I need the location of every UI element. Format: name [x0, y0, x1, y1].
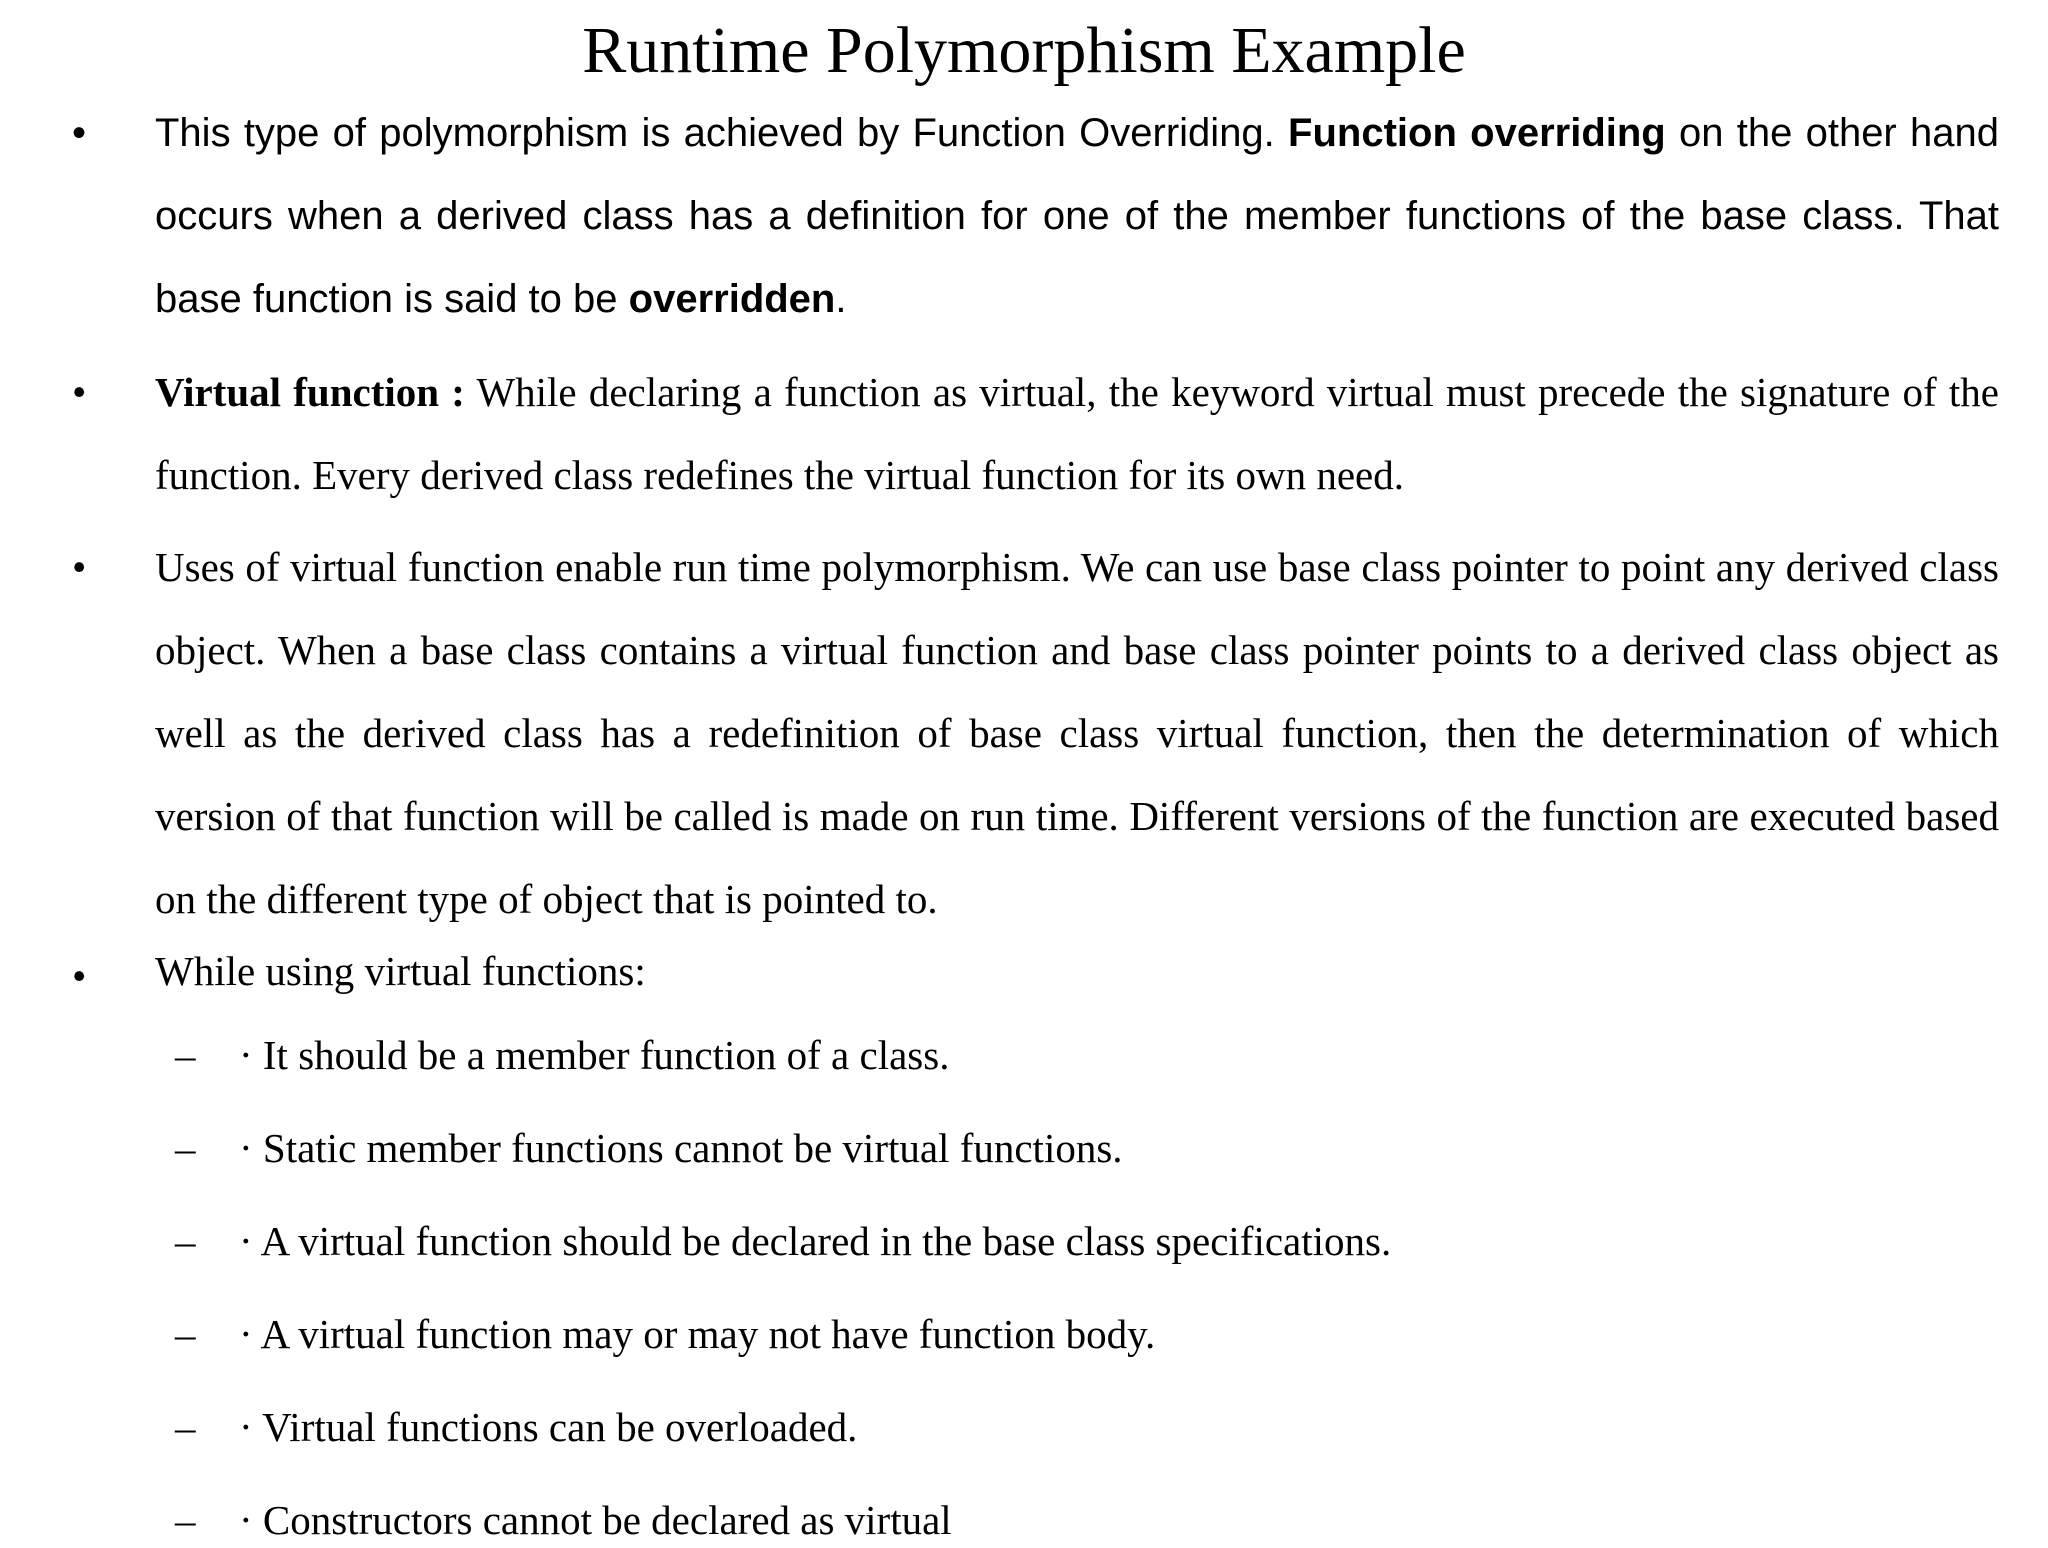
text-segment: on the other hand occurs when a derived class has a definition for one of the member functions of the base class. That base function is said to be: [155, 111, 1999, 321]
slide-title: Runtime Polymorphism Example: [582, 14, 1466, 87]
sub-item-text: · It should be a member function of a class.: [239, 1032, 950, 1078]
sub-item: [175, 1213, 1875, 1269]
bullet-text: [155, 92, 1999, 341]
bold-term-overridden: overridden: [628, 277, 836, 321]
text-segment: This type of polymorphism is achieved by Function Overriding.: [155, 111, 1289, 155]
bold-term-function-overriding: Function overriding: [1288, 111, 1666, 155]
bold-term-virtual-function: Virtual function :: [155, 369, 465, 415]
bullet-mark: •: [72, 953, 87, 999]
bullet-text: While using virtual functions:: [155, 948, 646, 994]
sub-dash: –: [175, 1404, 196, 1450]
sub-item: [175, 1399, 1875, 1455]
bullet-mark: •: [72, 111, 87, 155]
sub-dash: –: [175, 1218, 196, 1264]
sub-dash: –: [175, 1125, 196, 1171]
sub-item-text: · A virtual function should be declared in the base class specifications.: [239, 1218, 1392, 1264]
bullet-mark: •: [72, 544, 87, 590]
bullet-text: [155, 351, 1999, 517]
sub-item-text: · Static member functions cannot be virtual functions.: [239, 1125, 1123, 1171]
sub-item-text: · Virtual functions can be overloaded.: [239, 1404, 858, 1450]
sub-item-text: · Constructors cannot be declared as virtual: [239, 1497, 952, 1543]
sub-item: [175, 1120, 1875, 1176]
text-segment: .: [835, 277, 847, 321]
bullet-mark: •: [72, 369, 87, 415]
sub-item: [175, 1306, 1875, 1362]
sub-item: [175, 1492, 1875, 1548]
sub-dash: –: [175, 1311, 196, 1357]
sub-dash: –: [175, 1032, 196, 1078]
bullet-text: Uses of virtual function enable run time polymorphism. We can use base class pointer to point any derived class object. When a base class contains a virtual function and base class pointer points to a derived class object as well as the derived class has a redefinition of base class virtual function, then the determination of which version of that function will be called is made on run time. Different versions of the function are executed based on the different type of object that is pointed to.: [155, 544, 1999, 922]
sub-item: [175, 1027, 1875, 1083]
sub-item-text: · A virtual function may or may not have function body.: [239, 1311, 1156, 1357]
text-segment: While declaring a function as virtual, the keyword virtual must precede the signature of the function. Every derived class redefines the virtual function for its own need.: [155, 369, 1999, 498]
sub-dash: –: [175, 1497, 196, 1543]
